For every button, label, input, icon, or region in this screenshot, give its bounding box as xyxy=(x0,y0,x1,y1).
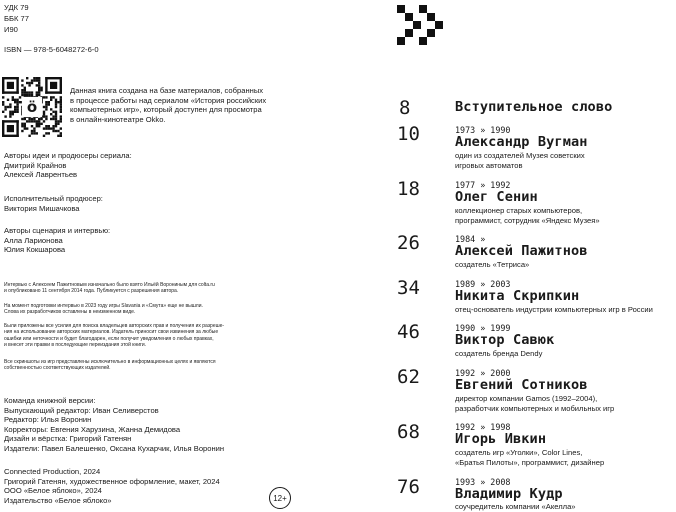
toc-description: один из создателей Музея советских игровых автоматов xyxy=(455,151,585,170)
udk-code: УДК 79 xyxy=(4,3,29,12)
toc-years: 1984 » xyxy=(455,234,486,244)
ideas-title: Авторы идеи и продюсеры сериала: xyxy=(4,151,132,160)
qr-center-logo: ö xyxy=(22,97,42,117)
toc-title[interactable]: Олег Сенин xyxy=(455,189,538,205)
bbk-code: ББК 77 xyxy=(4,14,29,23)
exec-title: Исполнительный продюсер: xyxy=(4,194,103,203)
toc-page-number: 10 xyxy=(397,123,420,145)
toc-page-number: 26 xyxy=(397,232,420,254)
qr-code xyxy=(2,77,62,137)
toc-description: соучредитель компании «Акелла» xyxy=(455,502,576,511)
toc-title[interactable]: Никита Скрипкин xyxy=(455,288,580,304)
toc-years: 1973 » 1990 xyxy=(455,125,511,135)
copyright-block: Connected Production, 2024 Григорий Гатенян, художественное оформление, макет, 2024 ООО «Белое яблоко», 2024 Издательство «Белое яблоко» xyxy=(4,467,220,505)
intro-text: Данная книга создана на базе материалов, собранных в процессе работы над сериалом «История российских компьютерных игр», который доступен для просмотра в онлайн-кинотеатре Okko. xyxy=(70,86,267,124)
fine-print-2: На момент подготовки интервью в 2023 году игры Slavania и «Смута» еще не вышли. Слова их разработчиков оставлены в неизменном виде. xyxy=(4,303,203,316)
fine-print-4: Все скриншоты из игр представлены исключительно в информационных целях и являются собственностью соответствующих издателей. xyxy=(4,359,216,372)
fine-print-1: Интервью с Алексеем Пажитновым изначально было взято Ильёй Ворониным для colta.ru и опубликовано 11 сентября 2014 года. Публикуется с разрешения автора. xyxy=(4,282,215,295)
toc-description: отец-основатель индустрии компьютерных игр в России xyxy=(455,305,653,314)
toc-page-number: 46 xyxy=(397,321,420,343)
script-authors-block: Авторы сценария и интервью: Алла Ларионова Юлия Кокшарова xyxy=(4,226,111,255)
toc-title[interactable]: Алексей Пажитнов xyxy=(455,243,588,259)
fine-print-3: Были приложены все усилия для поиска владельцев авторских прав и получения их разреше- ния на использование авторских материалов. Издатель приносит свои извинения за любые ошибки или неточности и будет благодарен, если получит уведомления о любых правках, и внесет эти правки в последующие переиздания этой книги. xyxy=(4,323,225,349)
isbn: ISBN — 978-5-6048272-6-0 xyxy=(4,45,99,54)
toc-page-number: 62 xyxy=(397,366,420,388)
toc-page-number: 76 xyxy=(397,476,420,498)
script-title: Авторы сценария и интервью: xyxy=(4,226,111,235)
toc-title[interactable]: Евгений Сотников xyxy=(455,377,588,393)
logo-graphic xyxy=(397,5,447,45)
toc-description: коллекционер старых компьютеров, программист, сотрудник «Яндекс Музея» xyxy=(455,206,600,225)
age-rating-badge: 12+ xyxy=(269,487,291,509)
toc-description: создатель бренда Dendy xyxy=(455,349,543,358)
toc-page-number: 68 xyxy=(397,421,420,443)
toc-title[interactable]: Владимир Кудр xyxy=(455,486,563,502)
book-team-block: Команда книжной версии: Выпускающий редактор: Иван Селиверстов Редактор: Илья Воронин Корректоры: Евгения Харузина, Жанна Демидова Дизайн и вёрстка: Григорий Гатенян Издатели: Павел Балешенко, Оксана Кухарчик, Илья Воронин xyxy=(4,396,225,453)
toc-page-number: 34 xyxy=(397,277,420,299)
toc-years: 1989 » 2003 xyxy=(455,279,511,289)
toc-years: 1992 » 1998 xyxy=(455,422,511,432)
toc-years: 1990 » 1999 xyxy=(455,323,511,333)
author-code: И90 xyxy=(4,25,18,34)
toc-years: 1992 » 2000 xyxy=(455,368,511,378)
toc-description: директор компании Gamos (1992–2004), разработчик компьютерных и мобильных игр xyxy=(455,394,615,413)
team-title: Команда книжной версии: xyxy=(4,396,96,405)
toc-description: создатель «Тетриса» xyxy=(455,260,530,269)
double-chevron-logo-icon xyxy=(397,5,447,45)
toc-years: 1977 » 1992 xyxy=(455,180,511,190)
exec-producer-block: Исполнительный продюсер: Виктория Мишачкова xyxy=(4,194,103,213)
ideas-block: Авторы идеи и продюсеры сериала: Дмитрий Крайнов Алексей Лаврентьев xyxy=(4,151,132,180)
toc-title[interactable]: Виктор Савюк xyxy=(455,332,555,348)
toc-years: 1993 » 2008 xyxy=(455,477,511,487)
toc-title[interactable]: Вступительное слово xyxy=(455,99,613,115)
toc-title[interactable]: Игорь Ивкин xyxy=(455,431,547,447)
toc-title[interactable]: Александр Вугман xyxy=(455,134,588,150)
toc-page-number: 8 xyxy=(399,97,411,119)
toc-page-number: 18 xyxy=(397,178,420,200)
toc-description: создатель игр «Уголки», Color Lines, «Братья Пилоты», программист, дизайнер xyxy=(455,448,605,467)
